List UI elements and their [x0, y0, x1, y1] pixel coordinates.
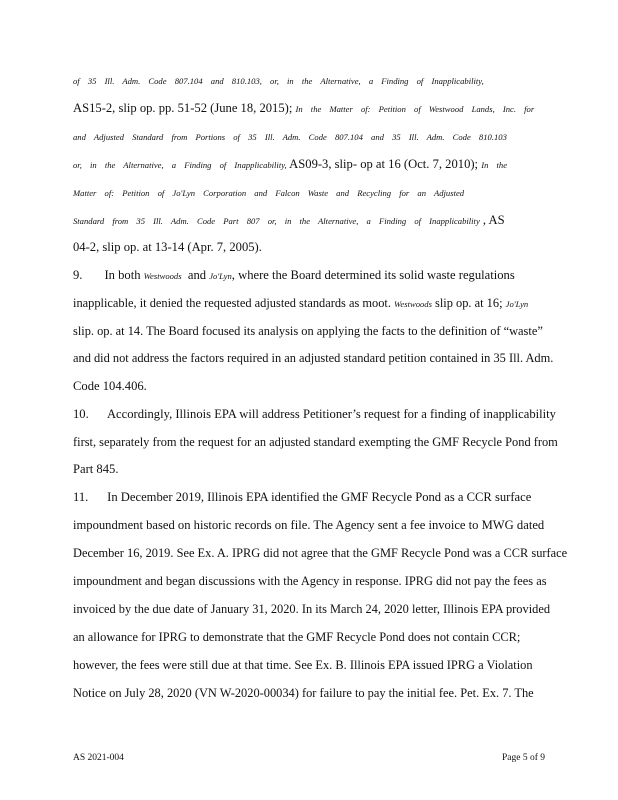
para-10-line-1: 10. Accordingly, Illinois EPA will address Petitioner’s request for a finding of inapplicability [73, 407, 556, 421]
para-10-line-3: Part 845. [73, 462, 119, 476]
case-westwoods-2: Westwoods [394, 299, 432, 309]
para-9-moot: inapplicable, it denied the requested adjusted standards as moot. [73, 296, 391, 310]
citation-line-4 [73, 157, 558, 172]
case-jolyn-2: Jo'Lyn [505, 299, 529, 309]
para-11-line-3: December 16, 2019. See Ex. A. IPRG did not agree that the GMF Recycle Pond was a CCR surface [73, 546, 568, 560]
para-11-line-5: invoiced by the due date of January 31, 2020. In its March 24, 2020 letter, Illinois EPA provided [73, 602, 551, 616]
para-11-line-2: impoundment based on historic records on file. The Agency sent a fee invoice to MWG dated [73, 518, 545, 532]
citation-line-1: of 35 Ill. Adm. Code 807.104 and 810.103, or, in the Alternative, a Finding of Inapplicability, [73, 76, 484, 86]
para-11-line-1: 11. In December 2019, Illinois EPA identified the GMF Recycle Pond as a CCR surface [73, 490, 532, 504]
para-9-slip: slip op. at 16; [435, 296, 503, 310]
citation-alt: or, in the Alternative, a Finding of Inapplicability, [73, 160, 287, 170]
citation-line-5: Matter of: Petition of Jo'Lyn Corporation and Falcon Waste and Recycling for an Adjusted [73, 188, 465, 198]
para-9-and: and [187, 268, 207, 282]
para-11-line-8: Notice on July 28, 2020 (VN W-2020-00034) for failure to pay the initial fee. Pet. Ex. 7. The [73, 686, 534, 700]
para-11-line-4: impoundment and began discussions with the Agency in response. IPRG did not pay the fees as [73, 574, 547, 588]
para-9-line-4: and did not address the factors required in an adjusted standard petition contained in 35 Ill. Adm. [73, 351, 554, 365]
para-9-line-5: Code 104.406. [73, 379, 147, 393]
citation-line-6 [73, 213, 558, 228]
footer-docket: AS 2021-004 [73, 753, 124, 763]
para-11-line-7: however, the fees were still due at that time. See Ex. B. Illinois EPA issued IPRG a Violation [73, 658, 533, 672]
citation-westwood: In the Matter of: Petition of Westwood Lands, Inc. for [295, 104, 535, 114]
citation-as15: AS15-2, slip op. pp. 51-52 (June 18, 2015); [73, 101, 293, 115]
citation-in-the: In the [481, 160, 508, 170]
para-9-rest: , where the Board determined its solid waste regulations [231, 268, 515, 282]
case-westwoods: Westwoods [143, 271, 182, 281]
para-9-line-2 [73, 296, 558, 311]
para-10-line-2: first, separately from the request for an adjusted standard exempting the GMF Recycle Pond from [73, 435, 558, 449]
para-9-start: 9. In both [73, 268, 141, 282]
para-9-line-3: slip. op. at 14. The Board focused its analysis on applying the facts to the definition of “waste” [73, 324, 543, 338]
citation-standard: Standard from 35 Ill. Adm. Code Part 807 or, in the Alternative, a Finding of Inapplicability [73, 216, 480, 226]
citation-as09: AS09-3, slip- op at 16 (Oct. 7, 2010); [289, 157, 479, 171]
citation-line-3: and Adjusted Standard from Portions of 35 Ill. Adm. Code 807.104 and 35 Ill. Adm. Code 810.103 [73, 132, 507, 142]
citation-line-2 [73, 101, 558, 116]
para-9-line-1 [73, 268, 558, 283]
citation-line-7: 04-2, slip op. at 13-14 (Apr. 7, 2005). [73, 240, 262, 254]
case-jolyn: Jo'Lyn [209, 271, 232, 281]
citation-as: , AS [482, 213, 505, 227]
para-11-line-6: an allowance for IPRG to demonstrate that the GMF Recycle Pond does not contain CCR; [73, 630, 521, 644]
footer-page-number: Page 5 of 9 [501, 753, 545, 763]
